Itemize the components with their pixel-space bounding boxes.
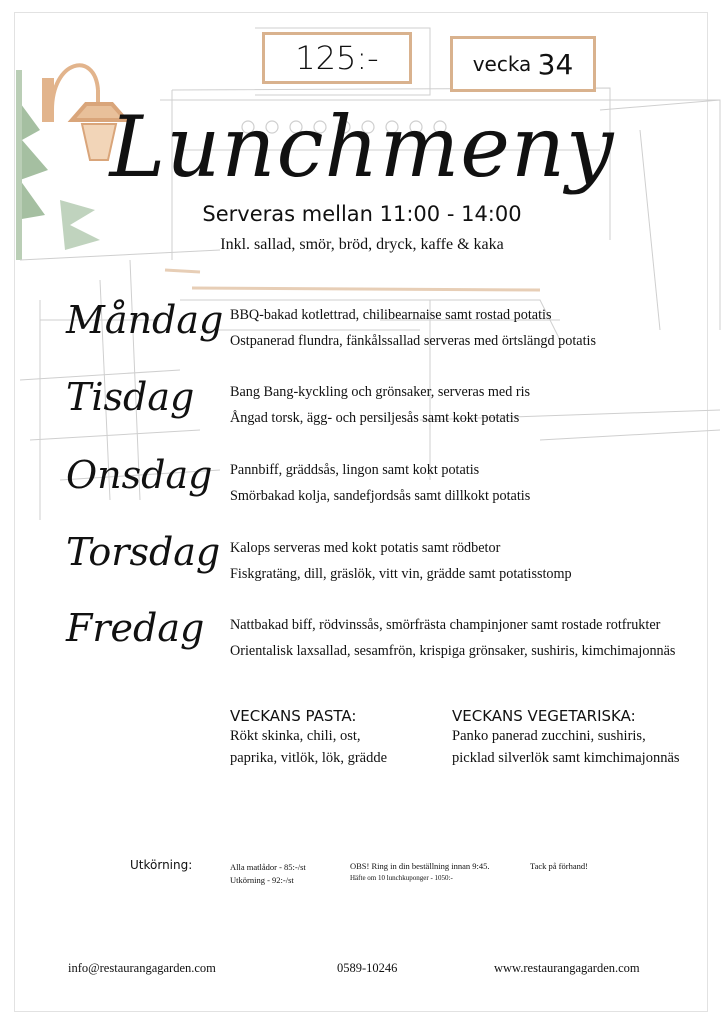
shelf-accent-sketch [165, 270, 540, 290]
price-label: 125:- [295, 39, 379, 77]
day-name-wednesday: Onsdag [66, 453, 213, 497]
dish-friday-2: Orientalisk laxsallad, sesamfrön, krispiga grönsaker, sushiris, kimchimajonnäs [230, 643, 676, 659]
day-name-friday: Fredag [66, 606, 205, 650]
dish-wednesday-2: Smörbakad kolja, sandefjordsås samt dillkokt potatis [230, 488, 531, 504]
footer-phone[interactable]: 0589-10246 [337, 961, 398, 975]
pasta-line-1: Rökt skinka, chili, ost, [230, 728, 361, 744]
dish-tuesday-2: Ångad torsk, ägg- och persiljesås samt kokt potatis [230, 410, 520, 426]
week-number: 34 [537, 48, 574, 81]
thanks-note: Tack på förhand! [530, 861, 588, 871]
dish-monday-2: Ostpanerad flundra, fänkålssallad serveras med örtslängd potatis [230, 333, 597, 349]
dish-friday-1: Nattbakad biff, rödvinssås, smörfrästa champinjoner samt rostade rotfrukter [230, 617, 661, 633]
menu-title: Lunchmeny [109, 98, 615, 196]
pasta-line-2: paprika, vitlök, lök, grädde [230, 750, 388, 766]
day-name-tuesday: Tisdag [66, 375, 195, 419]
day-name-thursday: Torsdag [66, 530, 221, 574]
week-sign [450, 36, 596, 92]
footer-email[interactable]: info@restaurangagarden.com [68, 961, 216, 975]
vegetarian-title: VECKANS VEGETARISKA: [452, 707, 636, 725]
dish-monday-1: BBQ-bakad kotlettrad, chilibearnaise samt rostad potatis [230, 307, 552, 323]
order-deadline-note: OBS! Ring in din beställning innan 9:45. [350, 861, 490, 871]
dish-thursday-1: Kalops serveras med kokt potatis samt rödbetor [230, 540, 501, 556]
delivery-price-meals: Alla matlådor - 85:-/st [230, 862, 306, 872]
delivery-label: Utkörning: [130, 858, 193, 872]
week-label: vecka [472, 52, 532, 76]
included-items: Inkl. sallad, smör, bröd, dryck, kaffe & kaka [220, 236, 504, 253]
vegetarian-line-1: Panko panerad zucchini, sushiris, [452, 728, 646, 744]
footer-website[interactable]: www.restaurangagarden.com [494, 961, 640, 975]
delivery-price-delivery: Utkörning - 92:-/st [230, 875, 294, 885]
dish-wednesday-1: Pannbiff, gräddsås, lingon samt kokt potatis [230, 462, 480, 478]
day-name-monday: Måndag [66, 298, 224, 342]
serving-hours: Serveras mellan 11:00 - 14:00 [202, 202, 522, 226]
pasta-title: VECKANS PASTA: [230, 707, 357, 725]
dish-tuesday-1: Bang Bang-kyckling och grönsaker, serveras med ris [230, 384, 531, 400]
vegetarian-line-2: picklad silverlök samt kimchimajonnäs [452, 750, 680, 766]
dish-thursday-2: Fiskgratäng, dill, gräslök, vitt vin, grädde samt potatisstomp [230, 566, 572, 582]
price-sign [262, 32, 412, 84]
coupon-offer: Häfte om 10 lunchkuponger - 1050:- [350, 874, 453, 882]
